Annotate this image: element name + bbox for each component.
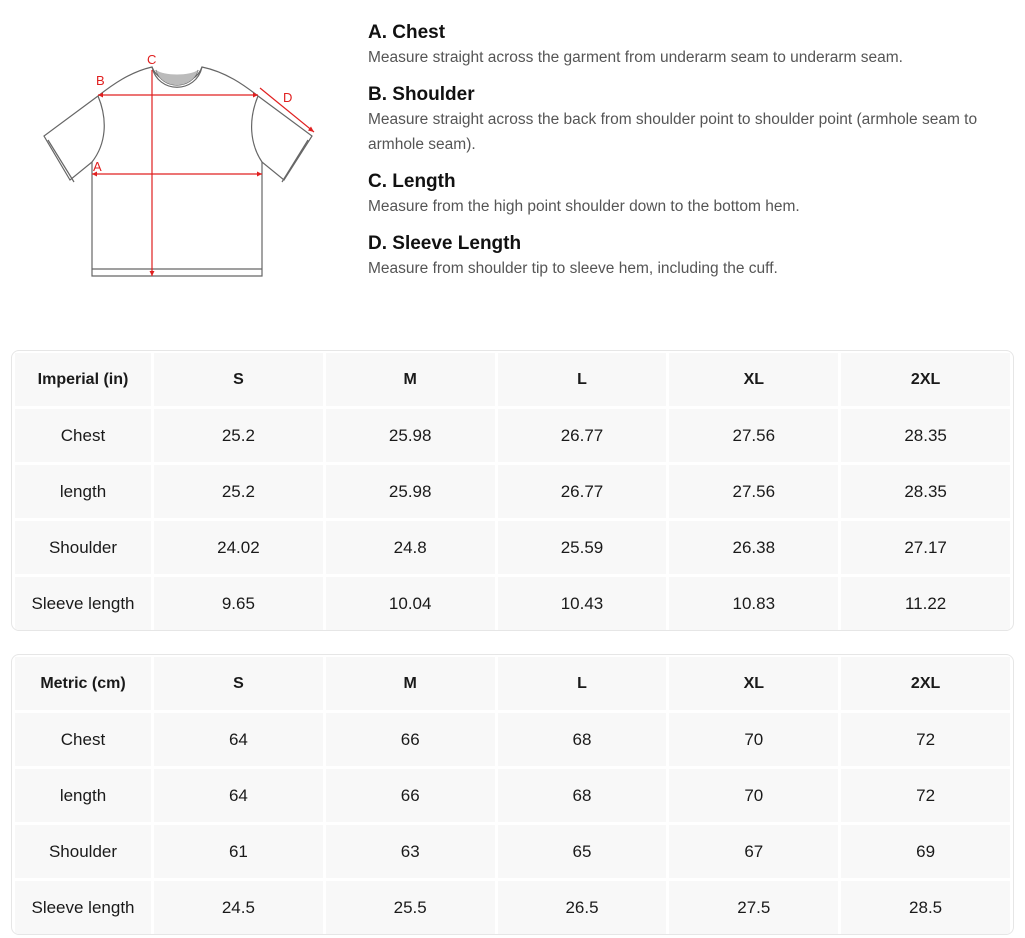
measurement-lines	[92, 70, 314, 276]
label-b: B	[96, 73, 105, 88]
table-header-row	[15, 353, 1010, 406]
size-header: XL	[669, 657, 838, 710]
label-c: C	[147, 52, 157, 67]
table-cell: 70	[669, 713, 838, 766]
size-header: M	[326, 353, 495, 406]
table-cell: 64	[154, 713, 323, 766]
table-cell: 10.83	[669, 577, 838, 630]
size-header: S	[154, 353, 323, 406]
measure-title: B. Shoulder	[368, 84, 475, 105]
label-a: A	[93, 159, 102, 174]
row-label: length	[15, 769, 151, 822]
row-label: length	[15, 465, 151, 518]
unit-label: Metric (cm)	[15, 657, 151, 710]
table-cell: 24.8	[326, 521, 495, 574]
metric-size-table	[11, 654, 1014, 935]
unit-label: Imperial (in)	[15, 353, 151, 406]
measure-title: A. Chest	[368, 22, 446, 43]
table-header-row	[15, 657, 1010, 710]
table-cell: 28.35	[841, 465, 1010, 518]
measure-description: Measure from the high point shoulder down to the bottom hem.	[368, 198, 800, 215]
row-label: Chest	[15, 409, 151, 462]
table-cell: 24.5	[154, 881, 323, 934]
size-header: 2XL	[841, 657, 1010, 710]
table-cell: 27.56	[669, 409, 838, 462]
table-cell: 66	[326, 713, 495, 766]
table-cell: 28.5	[841, 881, 1010, 934]
size-header: S	[154, 657, 323, 710]
table-cell: 64	[154, 769, 323, 822]
table-cell: 63	[326, 825, 495, 878]
table-row	[15, 881, 1010, 934]
imperial-size-table	[11, 350, 1014, 631]
measure-title: C. Length	[368, 171, 456, 192]
table-cell: 72	[841, 713, 1010, 766]
table-cell: 28.35	[841, 409, 1010, 462]
measurement-arrows	[92, 93, 314, 277]
table-row	[15, 825, 1010, 878]
size-header: L	[498, 657, 667, 710]
table-cell: 25.2	[154, 409, 323, 462]
table-cell: 68	[498, 713, 667, 766]
table-row	[15, 465, 1010, 518]
table-cell: 68	[498, 769, 667, 822]
table-cell: 26.38	[669, 521, 838, 574]
row-label: Shoulder	[15, 521, 151, 574]
table-cell: 69	[841, 825, 1010, 878]
table-row	[15, 769, 1010, 822]
measure-shoulder	[368, 84, 1013, 157]
measure-description: Measure straight across the back from shoulder point to shoulder point (armhole seam to armhole seam).	[368, 111, 978, 153]
table-cell: 26.77	[498, 409, 667, 462]
measure-sleeve-length	[368, 233, 1013, 281]
size-header: XL	[669, 353, 838, 406]
measure-chest	[368, 22, 1013, 70]
size-header: M	[326, 657, 495, 710]
measurement-descriptions	[368, 22, 1013, 295]
tshirt-measurement-diagram	[30, 40, 330, 300]
table-cell: 25.59	[498, 521, 667, 574]
table-cell: 26.77	[498, 465, 667, 518]
table-row	[15, 521, 1010, 574]
measure-title: D. Sleeve Length	[368, 233, 522, 254]
table-cell: 26.5	[498, 881, 667, 934]
table-cell: 72	[841, 769, 1010, 822]
size-header: L	[498, 353, 667, 406]
table-cell: 70	[669, 769, 838, 822]
table-cell: 9.65	[154, 577, 323, 630]
measure-description: Measure from shoulder tip to sleeve hem, including the cuff.	[368, 260, 778, 277]
measure-description: Measure straight across the garment from underarm seam to underarm seam.	[368, 49, 903, 66]
table-cell: 11.22	[841, 577, 1010, 630]
table-cell: 61	[154, 825, 323, 878]
table-cell: 24.02	[154, 521, 323, 574]
label-d: D	[283, 90, 293, 105]
table-cell: 66	[326, 769, 495, 822]
row-label: Chest	[15, 713, 151, 766]
table-row	[15, 409, 1010, 462]
table-cell: 25.2	[154, 465, 323, 518]
table-cell: 27.5	[669, 881, 838, 934]
size-header: 2XL	[841, 353, 1010, 406]
table-cell: 10.43	[498, 577, 667, 630]
row-label: Shoulder	[15, 825, 151, 878]
table-cell: 10.04	[326, 577, 495, 630]
table-cell: 25.98	[326, 465, 495, 518]
table-cell: 67	[669, 825, 838, 878]
table-cell: 27.56	[669, 465, 838, 518]
table-cell: 25.98	[326, 409, 495, 462]
measure-length	[368, 171, 1013, 219]
table-cell: 65	[498, 825, 667, 878]
table-cell: 27.17	[841, 521, 1010, 574]
table-row	[15, 713, 1010, 766]
row-label: Sleeve length	[15, 577, 151, 630]
table-cell: 25.5	[326, 881, 495, 934]
table-row	[15, 577, 1010, 630]
row-label: Sleeve length	[15, 881, 151, 934]
